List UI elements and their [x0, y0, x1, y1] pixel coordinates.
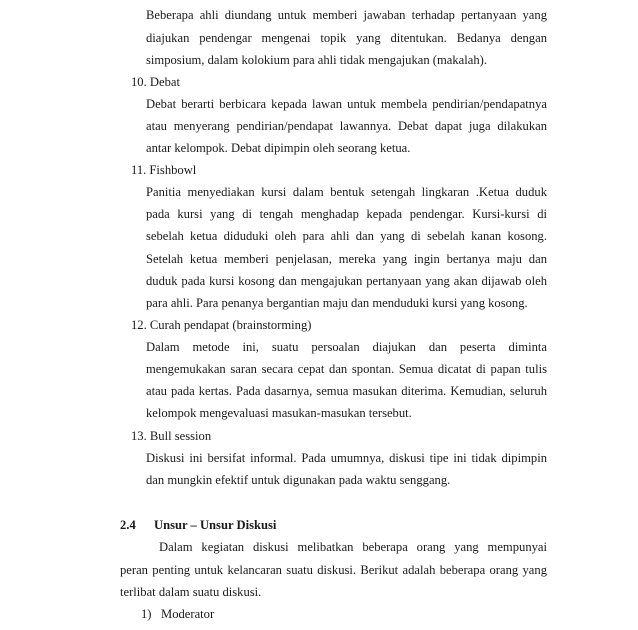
paragraph-line: atau menyerang pendirian/pendapat lawannya. Debat dapat juga dilakukan [146, 119, 547, 133]
paragraph-line: diajukan pendengar mengenai topik yang ditentukan. Bedanya dengan [146, 31, 547, 45]
paragraph-line: Panitia menyediakan kursi dalam bentuk setengah lingkaran .Ketua duduk [146, 185, 547, 199]
list-item-title-curah-pendapat: 12. Curah pendapat (brainstorming) [131, 318, 312, 332]
list-item-moderator: Moderator [161, 607, 215, 621]
paragraph-line: mengemukakan saran secara cepat dan spontan. Semua dicatat di papan tulis [146, 362, 547, 376]
list-item-title-bull-session: 13. Bull session [131, 429, 212, 443]
section-title: Unsur – Unsur Diskusi [154, 518, 277, 532]
paragraph-line: Diskusi ini bersifat informal. Pada umumnya, diskusi tipe ini tidak dipimpin [146, 451, 547, 465]
paragraph-line: Beberapa ahli diundang untuk memberi jawaban terhadap pertanyaan yang [146, 8, 547, 22]
paragraph-line: simposium, dalam kolokium para ahli tidak mengajukan (makalah). [146, 53, 487, 67]
list-item-title-debat: 10. Debat [131, 75, 180, 89]
paragraph-line: Setelah ketua memberi penjelasan, mereka yang ingin bertanya maju dan [146, 252, 547, 266]
paragraph-line: sebelah ketua diduduki oleh para ahli dan yang di sebelah kanan kosong. [146, 229, 547, 243]
paragraph-line: para ahli. Para penanya bergantian maju dan menduduki kursi yang kosong. [146, 296, 528, 310]
paragraph-line: atau pada kertas. Pada dasarnya, semua masukan diterima. Kemudian, seluruh [146, 384, 547, 398]
paragraph-line: kelompok mengevaluasi masukan-masukan tersebut. [146, 406, 412, 420]
list-item-title-fishbowl: 11. Fishbowl [131, 163, 197, 177]
section-number: 2.4 [120, 518, 136, 532]
paragraph-line: peran penting untuk kelancaran suatu diskusi. Berikut adalah beberapa orang yang [120, 563, 547, 577]
list-marker: 1) [141, 607, 152, 621]
paragraph-line: pada kursi yang di tengah menghadap kepada pendengar. Kursi-kursi di [146, 207, 547, 221]
paragraph-line: antar kelompok. Debat dipimpin oleh seorang ketua. [146, 141, 411, 155]
paragraph-line: dan mungkin efektif untuk digunakan pada waktu senggang. [146, 473, 451, 487]
paragraph-line: Dalam metode ini, suatu persoalan diajukan dan peserta diminta [146, 340, 547, 354]
paragraph-line: duduk pada kursi kosong dan mengajukan pertanyaan yang akan dijawab oleh [146, 274, 547, 288]
paragraph-line: Dalam kegiatan diskusi melibatkan beberapa orang yang mempunyai [159, 540, 547, 554]
paragraph-line: terlibat dalam suatu diskusi. [120, 585, 262, 599]
paragraph-line: Debat berarti berbicara kepada lawan untuk membela pendirian/pendapatnya [146, 97, 547, 111]
